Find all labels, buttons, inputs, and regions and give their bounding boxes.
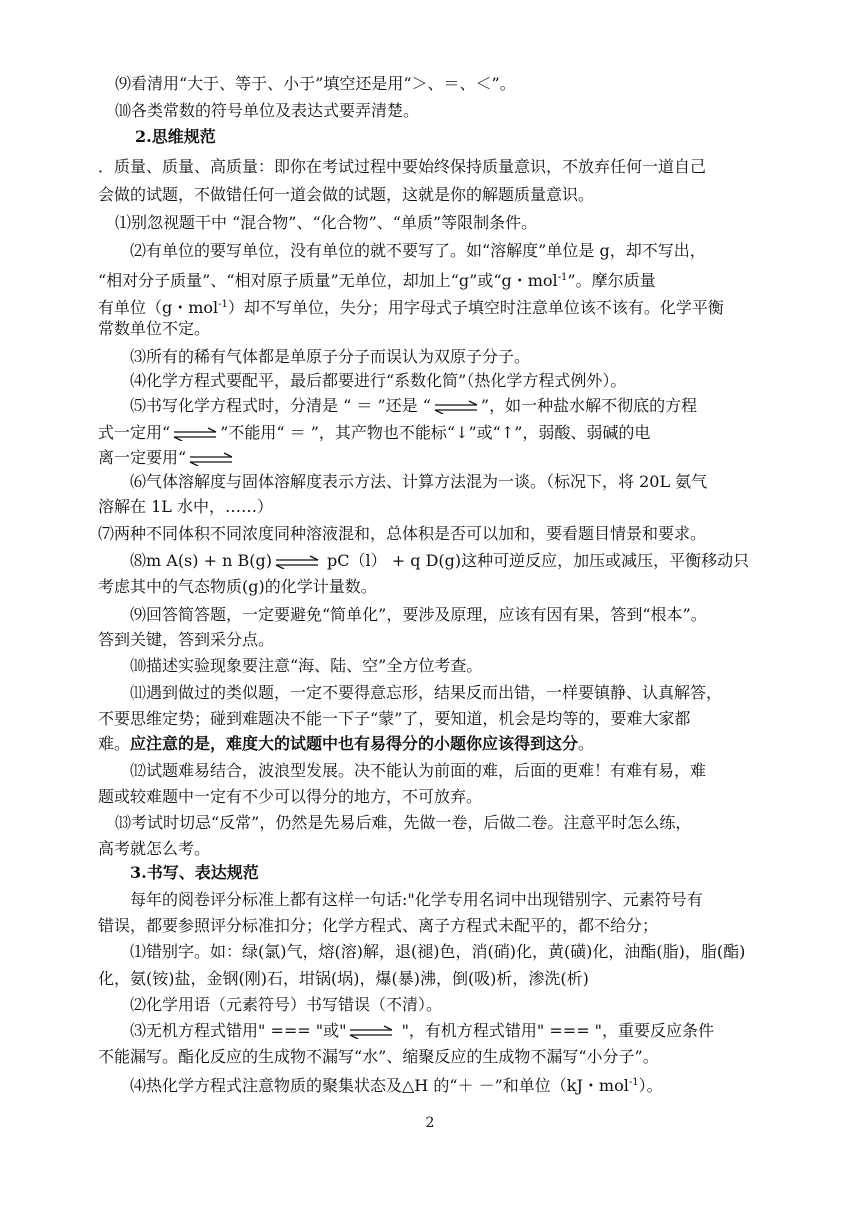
text-line: ．质量、质量、高质量：即你在考试过程中要始终保持质量意识，不放弃任何一道自己	[98, 157, 707, 176]
text-span: ⑶无机方程式错用" === "或"	[130, 1021, 347, 1040]
text-line: 化，氨(铵)盐，金钢(刚)石，坩锅(埚)，爆(暴)沸，倒(吸)析，渗洗(析)	[98, 969, 589, 988]
text-line: ⑼看清用“大于、等于、小于”填空还是用“＞、＝、＜”。	[115, 74, 516, 93]
text-line: 每年的阅卷评分标准上都有这样一句话:"化学专用名词中出现错别字、元素符号有	[130, 890, 703, 909]
text-span: 。	[578, 734, 595, 753]
text-line: ⑵有单位的要写单位，没有单位的就不要写了。如“溶解度”单位是 g，却不写出，	[130, 241, 706, 260]
text-line	[130, 549, 749, 573]
text-line: 高考就怎么考。	[98, 839, 211, 858]
text-span: pC（l） + q D(g)这种可逆反应，加压或减压，平衡移动只	[321, 551, 750, 570]
text-line	[130, 1019, 714, 1043]
text-line: ⑿试题难易结合，波浪型发展。决不能认为前面的难，后面的更难！有难有易，难	[130, 761, 707, 780]
text-span: ⑸书写化学方程式时，分清是 “ ＝ ”还是 “	[130, 396, 431, 415]
text-span: 有单位（g・mol	[98, 298, 219, 317]
page-number: 2	[425, 1115, 435, 1131]
text-span: 式一定用“	[98, 423, 171, 442]
text-line: ⑴别忽视题干中 “混合物”、“化合物”、“单质”等限制条件。	[115, 213, 538, 232]
text-line: 不要思维定势；碰到难题决不能一下子“蒙”了，要知道，机会是均等的，要难大家都	[98, 709, 691, 728]
text-line	[130, 394, 697, 418]
text-line: 答到关键，答到采分点。	[98, 630, 275, 649]
text-line: ⑽各类常数的符号单位及表达式要弄清楚。	[115, 101, 420, 120]
text-line: ⑷化学方程式要配平，最后都要进行“系数化简”（热化学方程式例外）。	[130, 371, 627, 390]
text-line: ⒀考试时切忌“反常”，仍然是先易后难，先做一卷，后做二卷。注意平时怎么练，	[115, 813, 692, 832]
text-span: ”。摩尔质量	[567, 271, 656, 290]
text-span: "，有机方程式错用" === "，重要反应条件	[396, 1021, 715, 1040]
reversible-arrow-icon	[433, 400, 479, 414]
text-line	[98, 421, 650, 445]
text-line: 错误，都要参照评分标准扣分；化学方程式、离子方程式未配平的，都不给分；	[98, 916, 659, 935]
text-line	[130, 1071, 663, 1095]
text-line	[98, 732, 594, 756]
text-line: ⑹气体溶解度与固体溶解度表示方法、计算方法混为一谈。（标况下，将 20L 氨气	[130, 472, 708, 491]
text-line: ⑼回答简答题，一定要避免“简单化”，要涉及原理，应该有因有果，答到“根本”。	[130, 605, 707, 624]
text-span: “相对分子质量”、“相对原子质量”无单位，却加上“g”或“g・mol	[98, 271, 558, 290]
text-line	[98, 293, 724, 317]
text-line: 溶解在 1L 水中，……）	[98, 497, 273, 516]
section-heading: 3.书写、表达规范	[130, 863, 259, 882]
text-line: ⑴错别字。如：绿(氯)气，熔(溶)解，退(褪)色，消(硝)化，黄(磺)化，油酯(脂)，脂(酯)	[130, 942, 746, 961]
text-line: ⑾遇到做过的类似题，一定不要得意忘形，结果反而出错，一样要镇静、认真解答，	[130, 683, 723, 702]
text-span: ⑷热化学方程式注意物质的聚集状态及△H 的“＋ －”和单位（kJ・mol	[130, 1076, 629, 1095]
reversible-arrow-icon	[274, 555, 320, 569]
text-span: ”，如一种盐水解不彻底的方程	[480, 396, 698, 415]
superscript: -1	[557, 272, 568, 283]
text-line: 常数单位不定。	[98, 319, 211, 338]
text-span: ）。	[638, 1076, 663, 1095]
section-heading: 2.思维规范	[135, 127, 216, 146]
superscript: -1	[628, 1077, 639, 1088]
text-span: ”不能用“ ＝ ”，其产物也不能标“↓”或“↑”，弱酸、弱碱的电	[220, 423, 651, 442]
text-line	[98, 446, 236, 470]
text-span: ）却不写单位，失分；用字母式子填空时注意单位该不该有。化学平衡	[227, 298, 724, 317]
emphasis-text: 应注意的是，难度大的试题中也有易得分的小题你应该得到这分	[130, 734, 579, 753]
reversible-arrow-icon	[188, 452, 234, 466]
text-line: 题或较难题中一定有不少可以得分的地方，不可放弃。	[98, 787, 483, 806]
text-line	[98, 266, 656, 290]
text-line: 考虑其中的气态物质(g)的化学计量数。	[98, 577, 377, 596]
reversible-arrow-icon	[348, 1025, 394, 1039]
text-line: ⑶所有的稀有气体都是单原子分子而误认为双原子分子。	[130, 347, 531, 366]
text-line: ⑵化学用语（元素符号）书写错误（不清）。	[130, 995, 443, 1014]
text-line: ⑺两种不同体积不同浓度同种溶液混和，总体积是否可以加和，要看题目情景和要求。	[98, 524, 707, 543]
text-line: 不能漏写。酯化反应的生成物不漏写“水”、缩聚反应的生成物不漏写“小分子”。	[98, 1047, 659, 1066]
text-span: 离一定要用“	[98, 448, 187, 467]
text-line: 会做的试题，不做错任何一道会做的试题，这就是你的解题质量意识。	[98, 185, 595, 204]
reversible-arrow-icon	[172, 427, 218, 441]
text-span: ⑻m A(s) + n B(g)	[130, 551, 272, 570]
text-span: 难。	[98, 734, 131, 753]
text-line: ⑽描述实验现象要注意“海、陆、空”全方位考查。	[130, 656, 483, 675]
superscript: -1	[218, 299, 228, 310]
